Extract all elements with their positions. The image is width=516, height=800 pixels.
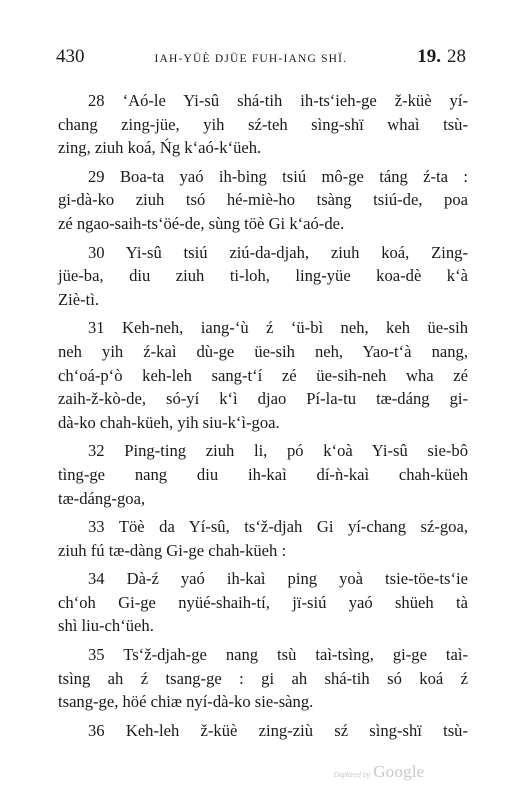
text-line: tìng-ge nang diu ih-kaì dí-ǹ-kaì chah-küeh bbox=[58, 464, 468, 484]
text-line: shì liu-ch‘üeh. bbox=[58, 616, 154, 636]
text-line: zing, ziuh koá, Ńg k‘aó-k‘üeh. bbox=[58, 138, 262, 158]
text-line: ch‘oá-p‘ò keh-leh sang-t‘í zé üe-sih-neh wha zé bbox=[58, 365, 468, 385]
text-line: 33 Töè da Yí-sû, ts‘ž-djah Gi yí-chang sź-goa, bbox=[88, 517, 468, 537]
text-line: 36 Keh-leh ž-küè zing-ziù sź sìng-shï tsù- bbox=[88, 720, 468, 740]
text-line: jüe-ba, diu ziuh ti-loh, ling-yüe koa-dè k‘à bbox=[58, 266, 468, 286]
text-line: 31 Keh-neh, iang-‘ù ź ‘ü-bì neh, keh üe-sih bbox=[88, 318, 468, 338]
text-line: 32 Ping-ting ziuh li, pó k‘oà Yi-sû sie-bô bbox=[88, 441, 468, 461]
page-header bbox=[56, 46, 466, 70]
text-line: tsìng ah ź tsang-ge : gi ah shá-tih só koá ź bbox=[58, 668, 468, 688]
text-line: tsang-ge, höé chiæ nyí-dà-ko sie-sàng. bbox=[58, 692, 314, 712]
google-logo: Google bbox=[373, 762, 425, 781]
verse-text bbox=[58, 89, 468, 747]
verse-28 bbox=[58, 89, 468, 160]
text-line: zé ngao-saih-ts‘öé-de, sùng töè Gi k‘aó-de. bbox=[58, 213, 345, 233]
verse-29 bbox=[58, 165, 468, 236]
chapter-number: 19. bbox=[417, 46, 441, 67]
verse-number: 28 bbox=[446, 46, 466, 67]
verse-35 bbox=[58, 643, 468, 714]
text-line: 28 ‘Aó-le Yi-sû shá-tih ih-ts‘ieh-ge ž-küè yí- bbox=[88, 91, 468, 110]
text-line: zaih-ž-kò-de, só-yí k‘ì djao Pí-la-tu tæ-dáng gi- bbox=[58, 389, 468, 409]
text-line: 35 Ts‘ž-djah-ge nang tsù taì-tsìng, gi-ge taì- bbox=[88, 645, 468, 665]
text-line: dà-ko chah-küeh, yih siu-k‘ì-goa. bbox=[58, 412, 280, 432]
verse-36 bbox=[58, 719, 468, 743]
text-line: 29 Boa-ta yaó ih-bing tsiú mô-ge táng ź-ta : bbox=[88, 166, 468, 186]
text-line: chang zing-jüe, yih sź-teh sìng-shï whaì tsù- bbox=[58, 114, 468, 134]
page-number: 430 bbox=[56, 46, 85, 67]
text-line: 34 Dà-ź yaó ih-kaì ping yoà tsie-töe-ts‘ie bbox=[88, 569, 468, 589]
text-line: ch‘oh Gi-ge nyüé-shaih-tí, jï-siú yaó shüeh tà bbox=[58, 592, 468, 612]
text-line: Ziè-tì. bbox=[58, 289, 100, 309]
verse-33 bbox=[58, 515, 468, 562]
text-line: gi-dà-ko ziuh tsó hé-miè-ho tsàng tsiú-de, poa bbox=[58, 190, 468, 210]
running-title: IAH-YÜÈ DJÜE FUH-IANG SHÏ. bbox=[154, 53, 348, 65]
verse-34 bbox=[58, 567, 468, 638]
watermark-prefix: Digitized by bbox=[334, 772, 371, 779]
text-line: tæ-dáng-goa, bbox=[58, 488, 146, 508]
verse-31 bbox=[58, 316, 468, 434]
digitization-watermark bbox=[334, 762, 424, 782]
chapter-verse-ref bbox=[417, 46, 466, 68]
text-line: ziuh fú tæ-dàng Gi-ge chah-küeh : bbox=[58, 540, 287, 560]
text-line: neh yih ź-kaì dù-ge üe-sih neh, Yao-t‘à nang, bbox=[58, 341, 468, 361]
verse-30 bbox=[58, 241, 468, 312]
text-line: 30 Yi-sû tsiú ziú-da-djah, ziuh koá, Zing- bbox=[88, 242, 468, 262]
verse-32 bbox=[58, 439, 468, 510]
